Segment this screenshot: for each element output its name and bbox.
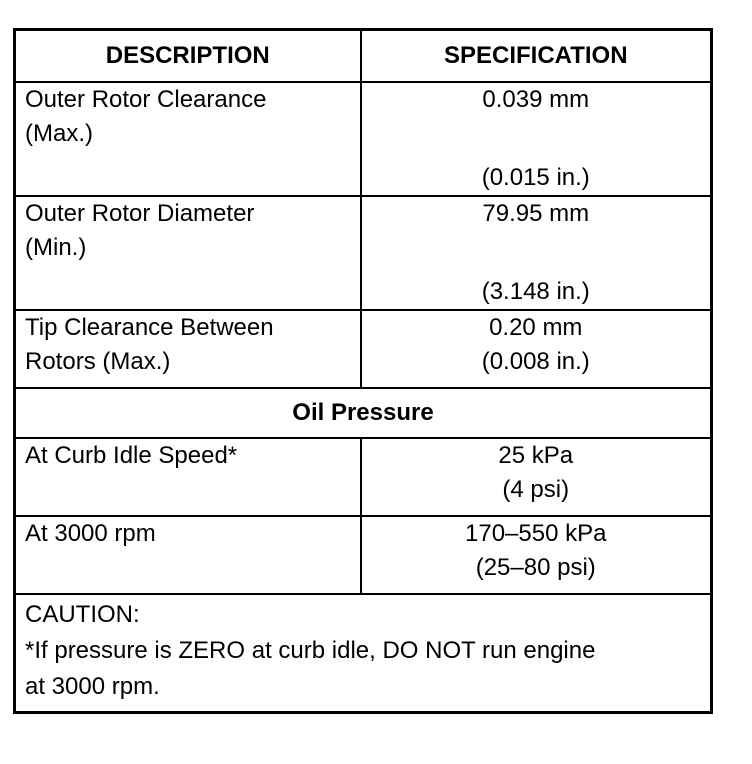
caution-row: [15, 594, 712, 713]
description-cell: [15, 516, 361, 594]
description-text: Outer Rotor Diameter: [25, 200, 255, 227]
caution-cell: [15, 594, 712, 713]
description-text: Rotors (Max.): [25, 348, 171, 375]
caution-text: at 3000 rpm.: [25, 673, 160, 700]
description-text: At Curb Idle Speed*: [25, 442, 238, 469]
specification-cell: [361, 196, 712, 310]
metric-value: 0.039 mm: [482, 86, 590, 113]
specification-cell: [361, 438, 712, 516]
description-text: (Max.): [25, 120, 93, 147]
imperial-value: (3.148 in.): [481, 278, 590, 305]
description-text: Tip Clearance Between: [25, 314, 274, 341]
description-cell: [15, 82, 361, 196]
specification-cell: [361, 310, 712, 388]
description-cell: [15, 438, 361, 516]
description-text: Outer Rotor Clearance: [25, 86, 267, 113]
caution-label: CAUTION:: [25, 601, 140, 628]
description-text: (Min.): [25, 234, 87, 261]
metric-value: 25 kPa: [498, 442, 574, 469]
metric-value: 0.20 mm: [489, 314, 583, 341]
imperial-value: (4 psi): [502, 476, 570, 503]
specification-table: [13, 28, 713, 714]
metric-value: 79.95 mm: [482, 200, 590, 227]
table-row: [15, 82, 712, 196]
section-title: Oil Pressure: [15, 388, 712, 438]
section-row: [15, 388, 712, 438]
description-header: DESCRIPTION: [15, 30, 361, 83]
description-text: At 3000 rpm: [25, 520, 156, 547]
table-row: [15, 196, 712, 310]
table-header-row: [15, 30, 712, 83]
imperial-value: (0.015 in.): [481, 164, 590, 191]
metric-value: 170–550 kPa: [465, 520, 607, 547]
description-cell: [15, 196, 361, 310]
table-row: [15, 516, 712, 594]
imperial-value: (0.008 in.): [481, 348, 590, 375]
table-row: [15, 310, 712, 388]
table-row: [15, 438, 712, 516]
specification-cell: [361, 516, 712, 594]
imperial-value: (25–80 psi): [475, 554, 596, 581]
description-cell: [15, 310, 361, 388]
caution-text: *If pressure is ZERO at curb idle, DO NOT run engine: [25, 637, 596, 664]
specification-header: SPECIFICATION: [361, 30, 712, 83]
specification-cell: [361, 82, 712, 196]
